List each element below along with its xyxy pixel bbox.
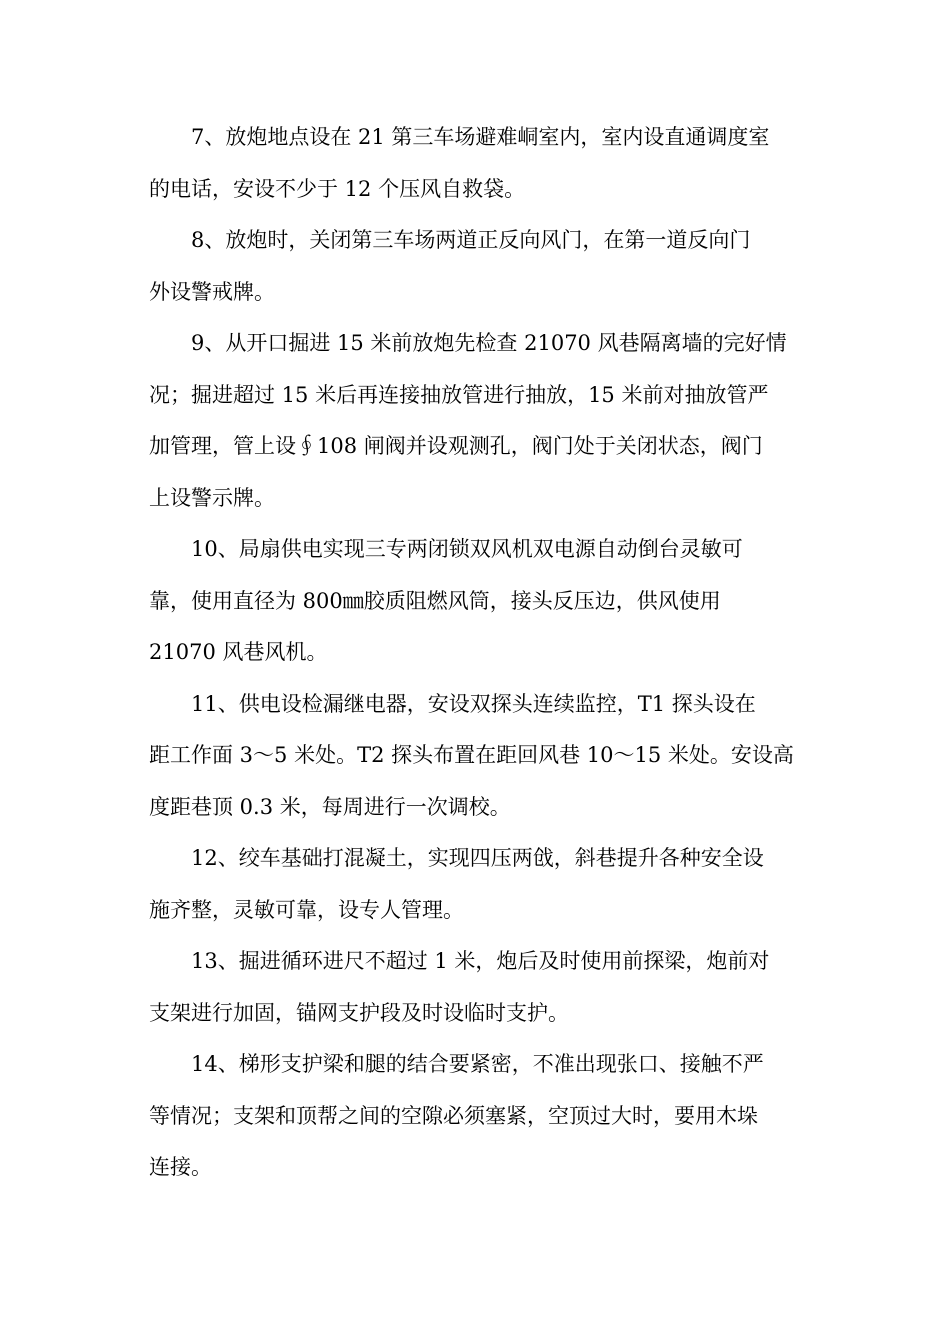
text-line: 12、绞车基础打混凝土，实现四压两戗，斜巷提升各种安全设 [191,846,764,870]
document-body [149,112,801,1194]
text-line: 上设警示牌。 [149,485,275,510]
text-line: 7、放炮地点设在 21 第三车场避难峒室内，室内设直通调度室 [191,125,770,149]
paragraph-item-14 [149,1039,801,1194]
text-line: 施齐整，灵敏可靠，设专人管理。 [149,897,464,922]
paragraph-item-12 [149,833,801,936]
text-line: 靠，使用直径为 800㎜胶质阻燃风筒，接头反压边，供风使用 [149,588,721,613]
text-line: 14、梯形支护梁和腿的结合要紧密，不准出现张口、接触不严 [191,1052,764,1076]
text-line: 加管理，管上设∮108 闸阀并设观测孔，阀门处于关闭状态，阀门 [149,434,763,458]
text-line: 外设警戒牌。 [149,279,275,304]
paragraph-item-11 [149,679,801,834]
text-line: 的电话，安设不少于 12 个压风自救袋。 [149,176,526,201]
text-line: 连接。 [149,1155,212,1179]
text-line: 21070 风巷风机。 [149,640,328,664]
paragraph-item-8 [149,215,801,318]
text-line: 度距巷顶 0.3 米，每周进行一次调校。 [149,794,511,819]
text-line: 9、从开口掘进 15 米前放炮先检查 21070 风巷隔离墙的完好情 [191,331,787,355]
text-line: 支架进行加固，锚网支护段及时设临时支护。 [149,1000,569,1025]
text-line: 11、供电设检漏继电器，安设双探头连续监控，T1 探头设在 [191,691,756,716]
paragraph-item-13 [149,936,801,1039]
text-line: 况；掘进超过 15 米后再连接抽放管进行抽放，15 米前对抽放管严 [149,382,769,407]
paragraph-item-9 [149,318,801,524]
paragraph-item-7 [149,112,801,215]
text-line: 8、放炮时，关闭第三车场两道正反向风门，在第一道反向门 [191,228,751,252]
text-line: 等情况；支架和顶帮之间的空隙必须塞紧，空顶过大时，要用木垛 [149,1103,758,1128]
text-line: 距工作面 3～5 米处。T2 探头布置在距回风巷 10～15 米处。安设高 [149,743,794,767]
paragraph-item-10 [149,524,801,679]
text-line: 13、掘进循环进尺不超过 1 米，炮后及时使用前探梁，炮前对 [191,949,770,973]
text-line: 10、局扇供电实现三专两闭锁双风机双电源自动倒台灵敏可 [191,537,743,561]
